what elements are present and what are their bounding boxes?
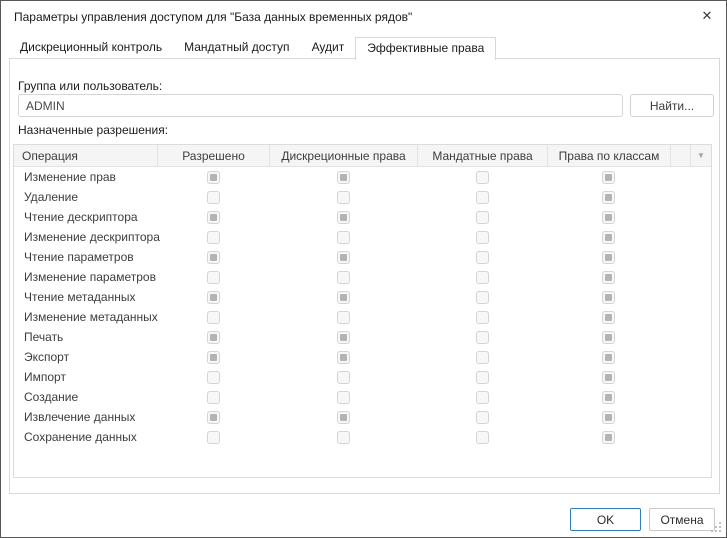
permission-checkbox[interactable] <box>337 331 350 344</box>
permission-checkbox[interactable] <box>602 271 615 284</box>
checkbox-cell <box>269 247 417 267</box>
permission-checkbox[interactable] <box>476 211 489 224</box>
checkbox-cell <box>547 167 670 187</box>
cancel-button[interactable]: Отмена <box>649 508 715 531</box>
header-cell-spacer <box>670 145 690 166</box>
permission-checkbox[interactable] <box>476 191 489 204</box>
permission-checkbox[interactable] <box>476 231 489 244</box>
ok-button[interactable]: OK <box>570 508 641 531</box>
checkbox-cell <box>157 287 269 307</box>
permission-checkbox[interactable] <box>207 411 220 424</box>
permission-checkbox[interactable] <box>207 171 220 184</box>
checkbox-cell <box>269 267 417 287</box>
checkbox-cell <box>547 187 670 207</box>
checkbox-cell <box>417 207 547 227</box>
operation-cell: Удаление <box>24 190 79 204</box>
checkbox-cell <box>417 347 547 367</box>
permission-checkbox[interactable] <box>476 291 489 304</box>
checkbox-cell <box>547 427 670 447</box>
checkbox-cell <box>417 267 547 287</box>
permission-checkbox[interactable] <box>207 311 220 324</box>
tab-bar <box>9 37 496 60</box>
checkbox-cell <box>269 307 417 327</box>
checkbox-cell <box>417 287 547 307</box>
checkbox-cell <box>417 227 547 247</box>
permission-checkbox[interactable] <box>337 211 350 224</box>
checkbox-cell <box>417 167 547 187</box>
checkbox-cell <box>269 207 417 227</box>
permission-checkbox[interactable] <box>602 171 615 184</box>
checkbox-cell <box>269 167 417 187</box>
permission-checkbox[interactable] <box>337 371 350 384</box>
checkbox-cell <box>157 267 269 287</box>
assigned-permissions-label: Назначенные разрешения: <box>18 123 169 137</box>
checkbox-cell <box>269 327 417 347</box>
checkbox-cell <box>157 187 269 207</box>
checkbox-cell <box>157 227 269 247</box>
dialog-title: Параметры управления доступом для "База данных временных рядов" <box>14 10 413 24</box>
permission-checkbox[interactable] <box>337 291 350 304</box>
checkbox-cell <box>269 387 417 407</box>
permission-checkbox[interactable] <box>207 351 220 364</box>
operation-cell: Создание <box>24 390 79 404</box>
checkbox-cell <box>157 427 269 447</box>
checkbox-cell <box>547 327 670 347</box>
checkbox-cell <box>547 347 670 367</box>
permission-checkbox[interactable] <box>602 231 615 244</box>
checkbox-cell <box>547 367 670 387</box>
checkbox-cell <box>417 387 547 407</box>
permission-checkbox[interactable] <box>602 191 615 204</box>
checkbox-cell <box>547 207 670 227</box>
operation-cell: Импорт <box>24 370 66 384</box>
permission-checkbox[interactable] <box>207 391 220 404</box>
permission-checkbox[interactable] <box>476 271 489 284</box>
group-user-label: Группа или пользователь: <box>18 79 163 93</box>
permission-checkbox[interactable] <box>207 271 220 284</box>
checkbox-cell <box>269 407 417 427</box>
operation-cell: Изменение метаданных <box>24 310 158 324</box>
checkbox-cell <box>269 187 417 207</box>
checkbox-cell <box>547 247 670 267</box>
checkbox-cell <box>417 407 547 427</box>
column-menu-icon[interactable]: ▼ <box>690 145 711 166</box>
table-row <box>14 327 711 347</box>
permission-checkbox[interactable] <box>476 371 489 384</box>
table-row <box>14 367 711 387</box>
checkbox-cell <box>269 347 417 367</box>
permission-checkbox[interactable] <box>337 231 350 244</box>
tab-discretionary-control[interactable]: Дискреционный контроль <box>20 40 163 54</box>
permission-checkbox[interactable] <box>476 411 489 424</box>
permission-checkbox[interactable] <box>207 231 220 244</box>
checkbox-cell <box>547 407 670 427</box>
operation-cell: Извлечение данных <box>24 410 136 424</box>
operation-cell: Сохранение данных <box>24 430 137 444</box>
permission-checkbox[interactable] <box>337 311 350 324</box>
table-row <box>14 227 711 247</box>
checkbox-cell <box>157 327 269 347</box>
checkbox-cell <box>417 247 547 267</box>
tab-audit[interactable]: Аудит <box>311 40 345 54</box>
checkbox-cell <box>547 287 670 307</box>
table-row <box>14 427 711 447</box>
permission-checkbox[interactable] <box>207 291 220 304</box>
permission-checkbox[interactable] <box>207 371 220 384</box>
checkbox-cell <box>269 367 417 387</box>
group-user-input[interactable] <box>18 94 623 117</box>
permission-checkbox[interactable] <box>207 191 220 204</box>
permission-checkbox[interactable] <box>476 431 489 444</box>
table-row <box>14 407 711 427</box>
operation-cell: Чтение метаданных <box>24 290 136 304</box>
permission-checkbox[interactable] <box>476 331 489 344</box>
table-row <box>14 347 711 367</box>
find-button[interactable]: Найти... <box>630 94 714 117</box>
operation-cell: Печать <box>24 330 64 344</box>
checkbox-cell <box>157 167 269 187</box>
permission-checkbox[interactable] <box>602 211 615 224</box>
permission-checkbox[interactable] <box>337 411 350 424</box>
table-row <box>14 307 711 327</box>
permission-checkbox[interactable] <box>207 251 220 264</box>
operation-cell: Изменение дескриптора <box>24 230 160 244</box>
permission-checkbox[interactable] <box>602 431 615 444</box>
operation-cell: Чтение параметров <box>24 250 134 264</box>
operation-cell: Чтение дескриптора <box>24 210 138 224</box>
tab-effective-rights[interactable]: Эффективные права <box>355 37 496 60</box>
close-icon[interactable]: ✕ <box>701 8 713 23</box>
permission-checkbox[interactable] <box>337 271 350 284</box>
table-row <box>14 387 711 407</box>
permission-checkbox[interactable] <box>602 311 615 324</box>
permission-checkbox[interactable] <box>476 391 489 404</box>
permission-checkbox[interactable] <box>476 171 489 184</box>
permission-checkbox[interactable] <box>207 211 220 224</box>
checkbox-cell <box>157 247 269 267</box>
tab-mandatory-access[interactable]: Мандатный доступ <box>184 40 290 54</box>
checkbox-cell <box>157 347 269 367</box>
header-cell-operation: Операция <box>22 148 78 163</box>
permission-checkbox[interactable] <box>337 191 350 204</box>
operation-cell: Изменение параметров <box>24 270 156 284</box>
permissions-table <box>13 144 712 478</box>
permission-checkbox[interactable] <box>337 431 350 444</box>
permission-checkbox[interactable] <box>602 411 615 424</box>
permission-checkbox[interactable] <box>337 351 350 364</box>
permission-checkbox[interactable] <box>207 431 220 444</box>
permission-checkbox[interactable] <box>476 351 489 364</box>
permission-checkbox[interactable] <box>602 331 615 344</box>
checkbox-cell <box>157 367 269 387</box>
header-cell-by-class: Права по классам <box>547 145 670 166</box>
permission-checkbox[interactable] <box>476 251 489 264</box>
header-cell-discretionary: Дискреционные права <box>269 145 417 166</box>
table-row <box>14 267 711 287</box>
checkbox-cell <box>269 427 417 447</box>
permission-checkbox[interactable] <box>602 371 615 384</box>
permissions-table-body <box>14 167 711 447</box>
checkbox-cell <box>269 227 417 247</box>
permission-checkbox[interactable] <box>337 171 350 184</box>
permission-checkbox[interactable] <box>602 351 615 364</box>
checkbox-cell <box>269 287 417 307</box>
table-row <box>14 207 711 227</box>
checkbox-cell <box>547 267 670 287</box>
permission-checkbox[interactable] <box>476 311 489 324</box>
permission-checkbox[interactable] <box>337 391 350 404</box>
table-row <box>14 187 711 207</box>
permission-checkbox[interactable] <box>602 291 615 304</box>
checkbox-cell <box>157 207 269 227</box>
header-cell-allowed: Разрешено <box>157 145 269 166</box>
permission-checkbox[interactable] <box>207 331 220 344</box>
checkbox-cell <box>417 187 547 207</box>
table-header <box>14 145 711 167</box>
checkbox-cell <box>157 387 269 407</box>
checkbox-cell <box>547 387 670 407</box>
permission-checkbox[interactable] <box>602 391 615 404</box>
header-cell-mandatory: Мандатные права <box>417 145 547 166</box>
tab-panel <box>9 58 720 494</box>
checkbox-cell <box>547 227 670 247</box>
permission-checkbox[interactable] <box>337 251 350 264</box>
table-row <box>14 247 711 267</box>
table-row <box>14 287 711 307</box>
checkbox-cell <box>157 307 269 327</box>
checkbox-cell <box>157 407 269 427</box>
checkbox-cell <box>417 367 547 387</box>
checkbox-cell <box>417 427 547 447</box>
permission-checkbox[interactable] <box>602 251 615 264</box>
operation-cell: Изменение прав <box>24 170 116 184</box>
table-row <box>14 167 711 187</box>
resize-grip[interactable] <box>711 522 722 533</box>
operation-cell: Экспорт <box>24 350 70 364</box>
checkbox-cell <box>417 307 547 327</box>
checkbox-cell <box>417 327 547 347</box>
checkbox-cell <box>547 307 670 327</box>
